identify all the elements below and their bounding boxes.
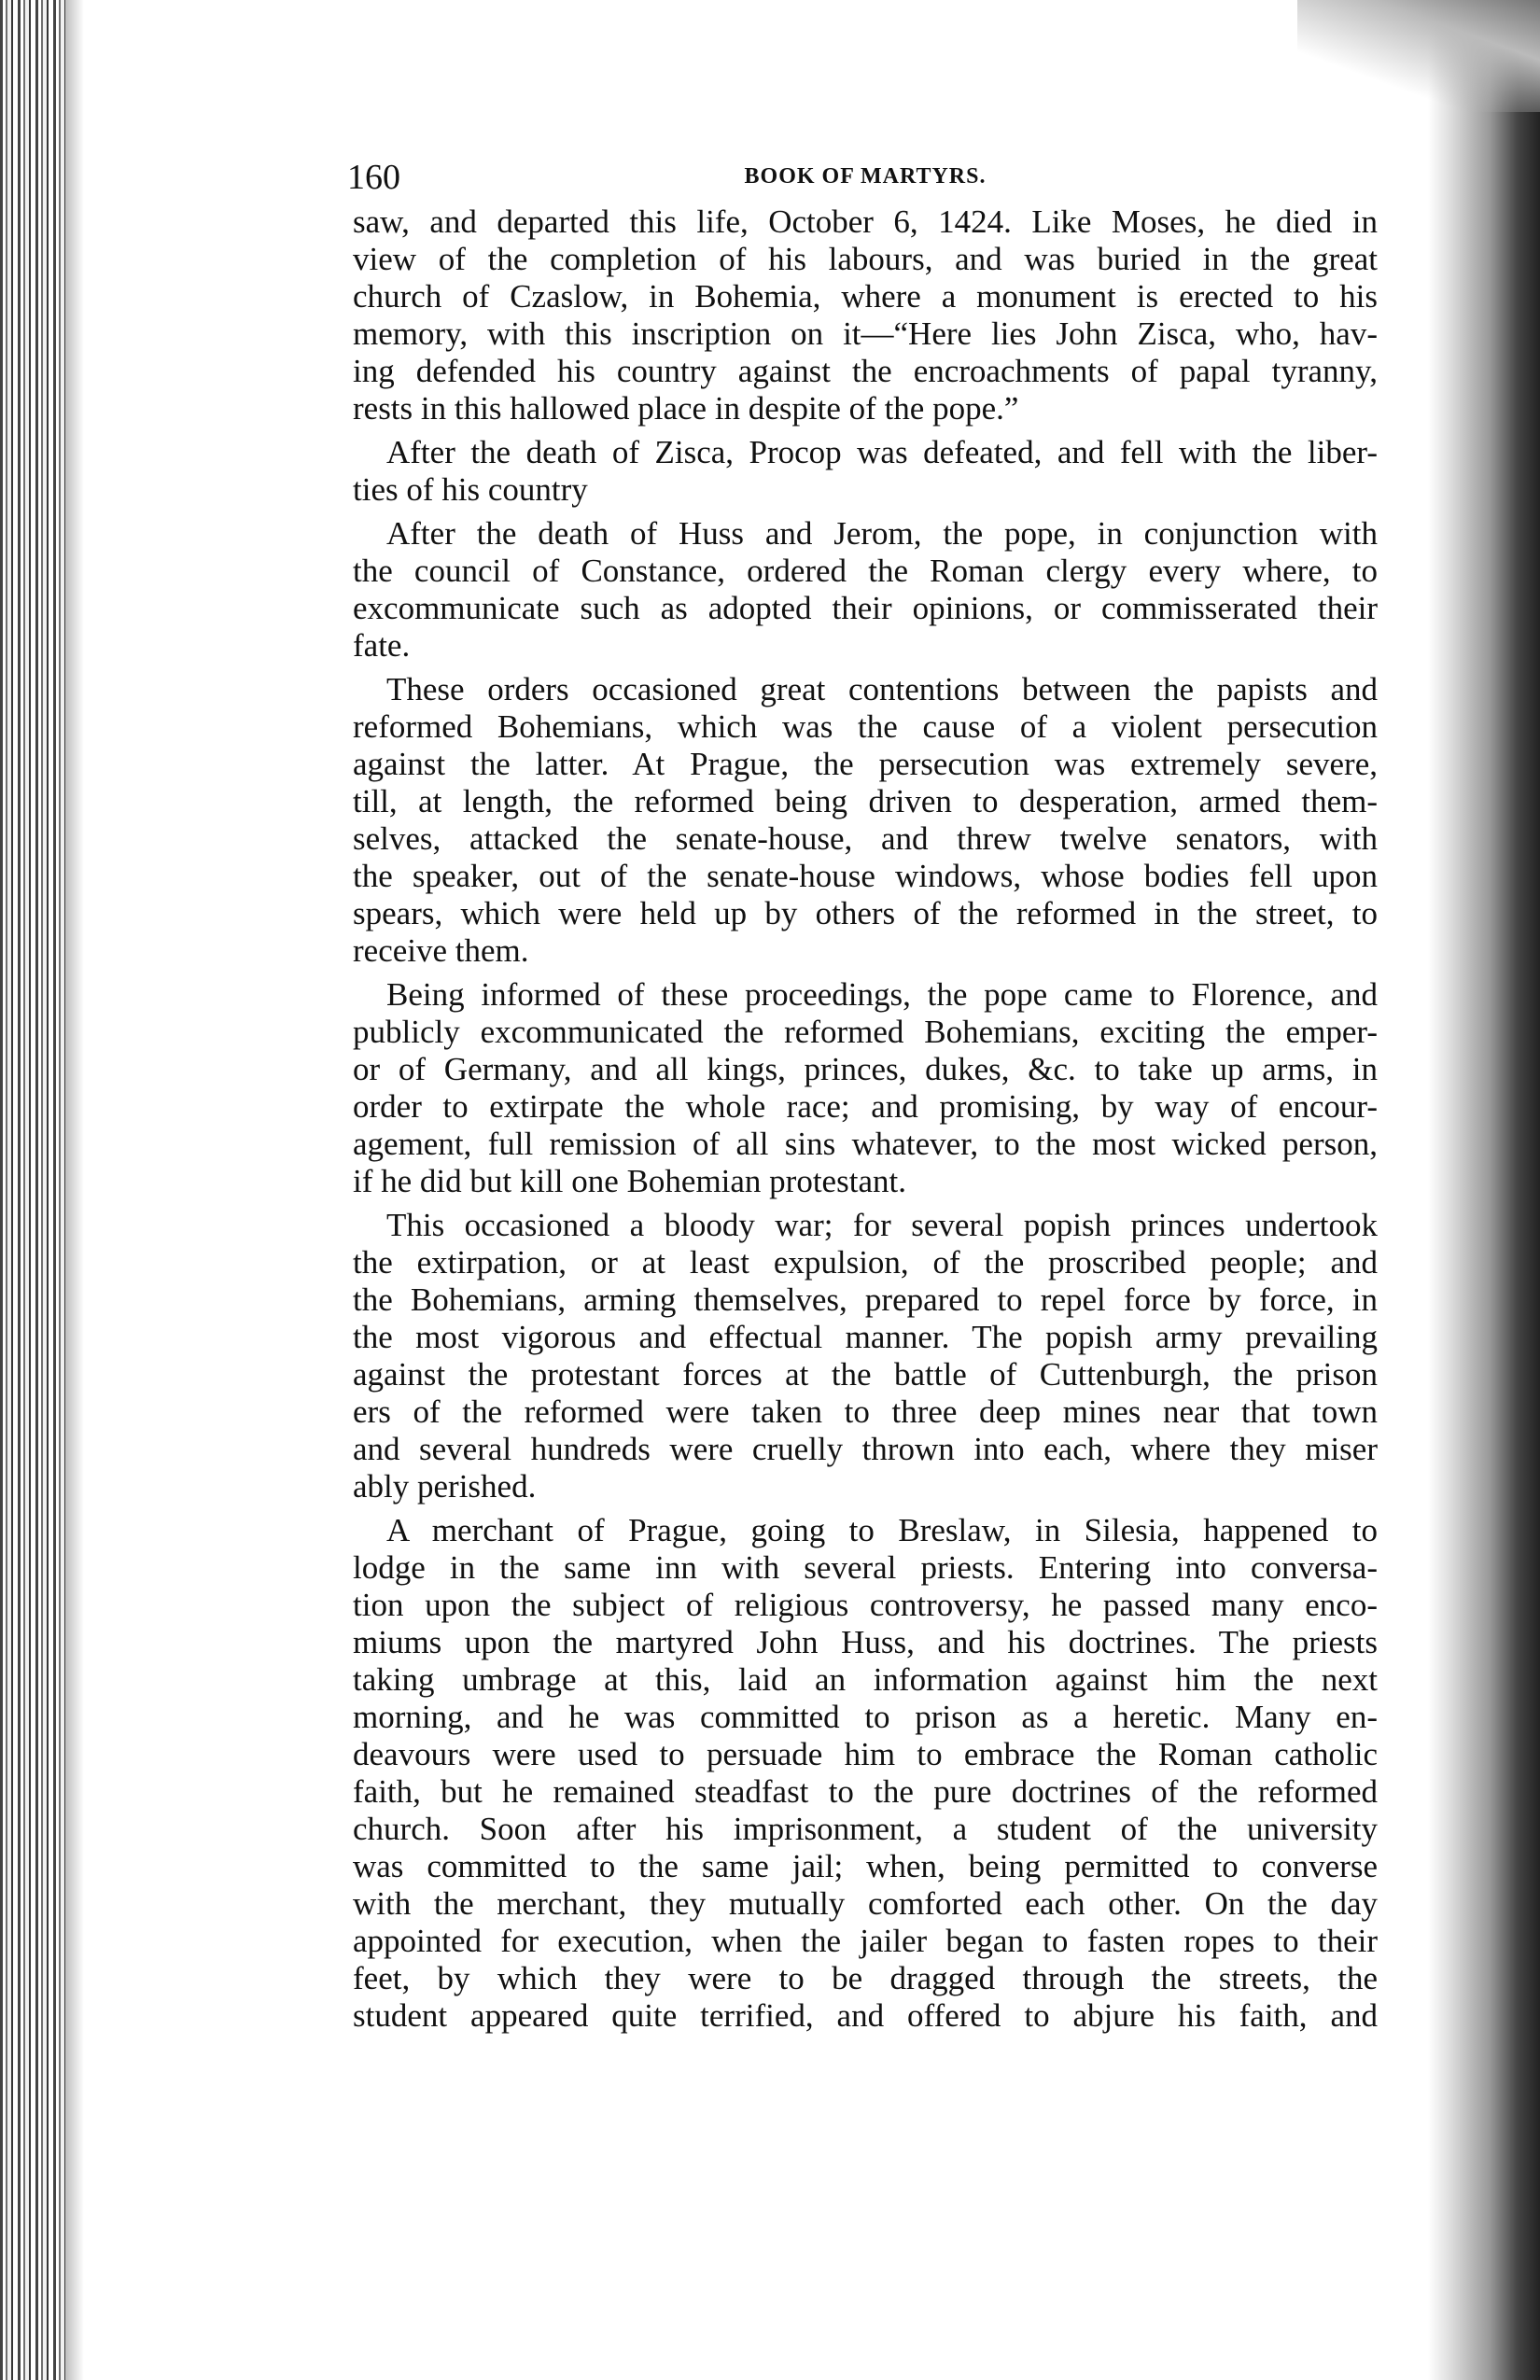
- text-line: miums upon the martyred John Huss, and his doctrines. The priests: [353, 1624, 1378, 1660]
- running-title: BOOK OF MARTYRS.: [744, 164, 987, 189]
- text-line: the council of Constance, ordered the Roman clergy every where, to: [353, 553, 1378, 589]
- text-line: faith, but he remained steadfast to the pure doctrines of the reformed: [353, 1773, 1378, 1810]
- text-line: reformed Bohemians, which was the cause of a violent persecution: [353, 708, 1378, 745]
- text-line: feet, by which they were to be dragged through the streets, the: [353, 1960, 1378, 1996]
- text-line: receive them.: [353, 932, 529, 969]
- text-line: memory, with this inscription on it—“Here lies John Zisca, who, hav-: [353, 315, 1378, 352]
- text-line: excommunicate such as adopted their opinions, or commisserated their: [353, 590, 1378, 626]
- scanned-binding-edge: [0, 0, 65, 2380]
- paragraph: [353, 671, 1378, 970]
- paragraph: [353, 976, 1378, 1200]
- page-body: [353, 203, 1378, 2041]
- text-line: appointed for execution, when the jailer began to fasten ropes to their: [353, 1923, 1378, 1959]
- page-edge-shadow: [1428, 0, 1540, 2380]
- text-line: was committed to the same jail; when, being permitted to converse: [353, 1848, 1378, 1884]
- page-header: [347, 157, 1383, 198]
- text-line: lodge in the same inn with several priests. Entering into conversa-: [353, 1549, 1378, 1586]
- text-line: fate.: [353, 627, 411, 664]
- text-line: selves, attacked the senate-house, and threw twelve senators, with: [353, 820, 1378, 857]
- text-line: if he did but kill one Bohemian protestant.: [353, 1163, 906, 1199]
- text-line: taking umbrage at this, laid an information against him the next: [353, 1661, 1378, 1698]
- page-number: 160: [347, 158, 400, 197]
- text-line: the speaker, out of the senate-house windows, whose bodies fell upon: [353, 858, 1378, 894]
- binding-shadow: [65, 0, 84, 2380]
- text-line: against the protestant forces at the battle of Cuttenburgh, the prison: [353, 1356, 1378, 1393]
- page-corner-shadow: [1297, 0, 1540, 112]
- text-line: against the latter. At Prague, the persecution was extremely severe,: [353, 746, 1378, 782]
- text-line: After the death of Zisca, Procop was defeated, and fell with the liber-: [386, 434, 1378, 470]
- text-line: ing defended his country against the encroachments of papal tyranny,: [353, 353, 1378, 389]
- text-line: deavours were used to persuade him to embrace the Roman catholic: [353, 1736, 1378, 1772]
- paragraph: [353, 434, 1378, 509]
- text-line: spears, which were held up by others of the reformed in the street, to: [353, 895, 1378, 931]
- text-line: agement, full remission of all sins whatever, to the most wicked person,: [353, 1126, 1378, 1162]
- text-line: and several hundreds were cruelly thrown into each, where they miser: [353, 1431, 1378, 1467]
- text-line: tion upon the subject of religious controversy, he passed many enco-: [353, 1587, 1378, 1623]
- text-line: This occasioned a bloody war; for several popish princes undertook: [386, 1207, 1378, 1243]
- text-line: the extirpation, or at least expulsion, of the proscribed people; and: [353, 1244, 1378, 1281]
- paragraph: [353, 203, 1378, 427]
- text-line: view of the completion of his labours, and was buried in the great: [353, 241, 1378, 277]
- text-line: church. Soon after his imprisonment, a student of the university: [353, 1811, 1378, 1847]
- text-line: student appeared quite terrified, and offered to abjure his faith, and: [353, 1997, 1378, 2034]
- text-line: These orders occasioned great contentions between the papists and: [386, 671, 1378, 707]
- text-line: morning, and he was committed to prison as a heretic. Many en-: [353, 1699, 1378, 1735]
- text-line: ably perished.: [353, 1468, 537, 1505]
- paragraph: [353, 1512, 1378, 2035]
- text-line: the most vigorous and effectual manner. The popish army prevailing: [353, 1319, 1378, 1355]
- text-line: After the death of Huss and Jerom, the pope, in conjunction with: [386, 515, 1378, 552]
- text-line: order to extirpate the whole race; and promising, by way of encour-: [353, 1088, 1378, 1125]
- text-line: with the merchant, they mutually comforted each other. On the day: [353, 1885, 1378, 1922]
- paragraph: [353, 1207, 1378, 1505]
- text-line: or of Germany, and all kings, princes, dukes, &c. to take up arms, in: [353, 1051, 1378, 1087]
- text-line: the Bohemians, arming themselves, prepared to repel force by force, in: [353, 1281, 1378, 1318]
- text-line: A merchant of Prague, going to Breslaw, in Silesia, happened to: [386, 1512, 1378, 1548]
- text-line: publicly excommunicated the reformed Bohemians, exciting the emper-: [353, 1014, 1378, 1050]
- text-line: ers of the reformed were taken to three deep mines near that town: [353, 1393, 1378, 1430]
- text-line: saw, and departed this life, October 6, 1424. Like Moses, he died in: [353, 203, 1378, 240]
- text-line: till, at length, the reformed being driven to desperation, armed them-: [353, 783, 1378, 819]
- text-line: Being informed of these proceedings, the pope came to Florence, and: [386, 976, 1378, 1013]
- paragraph: [353, 515, 1378, 665]
- text-line: church of Czaslow, in Bohemia, where a monument is erected to his: [353, 278, 1378, 315]
- text-line: ties of his country: [353, 471, 588, 508]
- text-line: rests in this hallowed place in despite of the pope.”: [353, 390, 1019, 427]
